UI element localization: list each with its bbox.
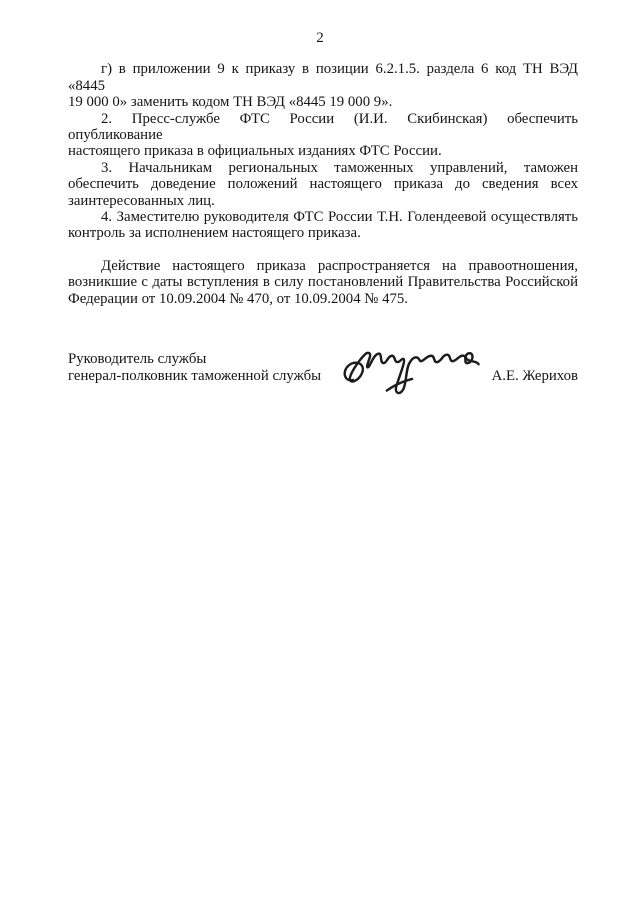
position-line: Руководитель службы	[68, 351, 207, 368]
paragraph-item-3	[68, 160, 578, 209]
text-line: 3. Начальникам региональных таможенных управлений, таможен	[101, 159, 578, 176]
text-line: 19 000 0» заменить кодом ТН ВЭД «8445 19 000 9».	[68, 94, 393, 111]
text-line: 2. Пресс-службе ФТС России (И.И. Скибинская) обеспечить опубликование	[68, 110, 578, 144]
document-body	[68, 61, 578, 307]
handwritten-signature-icon	[340, 341, 480, 399]
text-line: 4. Заместителю руководителя ФТС России Т.Н. Голендеевой осуществлять	[101, 209, 578, 226]
text-line: настоящего приказа в официальных изданиях ФТС России.	[68, 143, 442, 160]
text-line: возникшие с даты вступления в силу постановлений Правительства Российской	[68, 274, 578, 291]
position-line: генерал-полковник таможенной службы	[68, 367, 322, 384]
text-line: Федерации от 10.09.2004 № 470, от 10.09.2004 № 475.	[68, 290, 409, 307]
paragraph-closing	[68, 258, 578, 307]
paragraph-item-g	[68, 61, 578, 110]
signature-block	[68, 351, 578, 421]
text-line: контроль за исполнением настоящего приказа.	[68, 225, 361, 242]
text-line: г) в приложении 9 к приказу в позиции 6.2.1.5. раздела 6 код ТН ВЭД «8445	[68, 61, 578, 94]
paragraph-item-4	[68, 209, 578, 242]
text-line: заинтересованных лиц.	[68, 192, 215, 209]
signatory-name: А.Е. Жерихов	[491, 368, 578, 385]
text-line: обеспечить доведение положений настоящего приказа до сведения всех	[68, 176, 578, 193]
text-line: Действие настоящего приказа распространяется на правоотношения,	[101, 257, 578, 274]
paragraph-item-2	[68, 111, 578, 160]
page-number: 2	[316, 30, 324, 46]
